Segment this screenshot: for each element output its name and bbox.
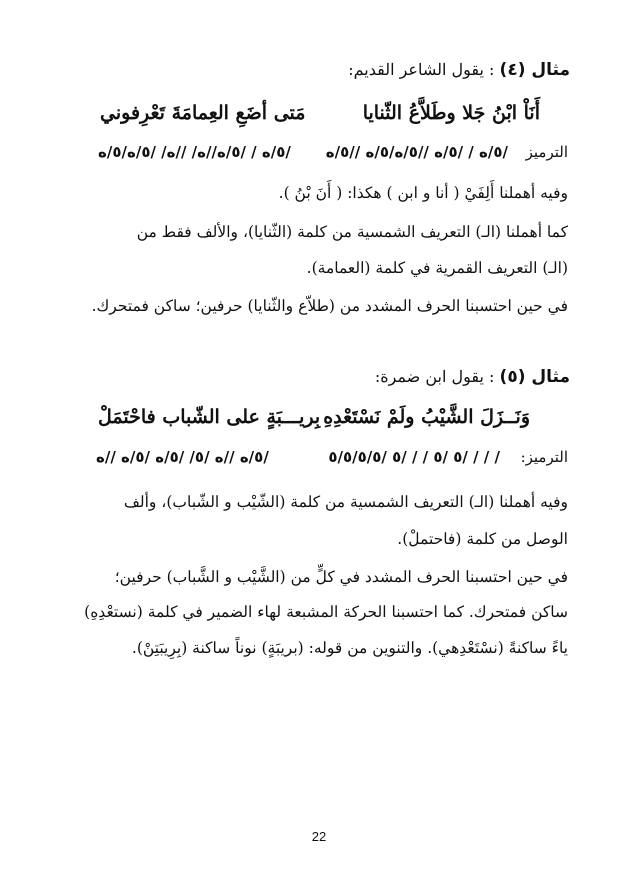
example5-code-right: / / / /٥ /٥ / / /٥ /٥/٥/٥/٥ [328, 448, 500, 466]
example4-paragraph-1: وفيه أهملنا أَلِفَيْ ( أنا و ابن ) هكذا: ( أَنَ بْنُ ). [278, 184, 568, 202]
example4-paragraph-2a: كما أهملنا (الـ) التعريف الشمسية من كلمة (الثّنايا)، والألف فقط من [136, 223, 568, 241]
example5-paragraph-2a: في حين احتسبنا الحرف المشدد في كلٍّ من (الشَّيْب و الشَّباب) حرفين؛ [114, 568, 568, 586]
example5-verse-left: بِريـــبَةٍ على الشّباب فاحْتَمَلْ [98, 406, 321, 428]
example4-verse-right: أَنَاْ ابْنُ جَلا وطَلاَّعُ الثّنايا [362, 102, 540, 124]
example4-paragraph-3: في حين احتسبنا الحرف المشدد من (طلاّع والثّنايا) حرفين؛ ساكن فمتحرك. [91, 297, 568, 315]
example5-label: مثال (٥) [499, 367, 570, 387]
example5-paragraph-1b: الوصل من كلمة (فاحتملْ). [397, 530, 568, 548]
example4-paragraph-2b: (الـ) التعريف القمرية في كلمة (العمامة). [306, 259, 568, 277]
example4-code-left: /٥/ه / /٥/ه//ه/ //ه/ /٥/ه/٥/ه [98, 143, 291, 161]
example4-code-label: الترميز [525, 143, 568, 161]
example4-label: مثال (٤) [499, 60, 570, 80]
example5-intro: : يقول ابن ضمرة: [374, 367, 495, 386]
example4-heading [348, 60, 570, 80]
example5-code-left: /٥/ه //ه /٥/ /٥/ه /٥/ه //ه [96, 448, 269, 466]
example5-code-row [521, 448, 568, 466]
page-number: 22 [311, 829, 327, 844]
example5-paragraph-2c: ياءً ساكنةً (نسْتَعْدِهي). والتنوين من قوله: (بريبَةٍ) نوناً ساكنة (بِرِيبَتِنْ). [131, 639, 568, 657]
example4-code-right: /٥/ه / /٥/ه //٥/ه/٥/ه //٥/ه [325, 143, 508, 161]
example5-verse-right: وَنَــزَلَ الشَّيْبُ ولَمْ نَسْتَعْدِهِ [323, 406, 530, 428]
example4-intro: : يقول الشاعر القديم: [348, 60, 495, 79]
example5-paragraph-1a: وفيه أهملنا (الـ) التعريف الشمسية من كلمة (الشّيْب و الشّباب)، وألف [123, 493, 568, 511]
example4-code-row [526, 143, 568, 161]
example5-heading [375, 367, 570, 387]
example5-paragraph-2b: ساكن فمتحرك. كما احتسبنا الحركة المشبعة لهاء الضمير في كلمة (نستعْدِهِ) [84, 603, 568, 621]
example5-code-label: الترميز: [520, 448, 568, 466]
example4-verse-left: مَتى أضَعِ العِمامَةَ تَعْرِفوني [100, 102, 306, 124]
